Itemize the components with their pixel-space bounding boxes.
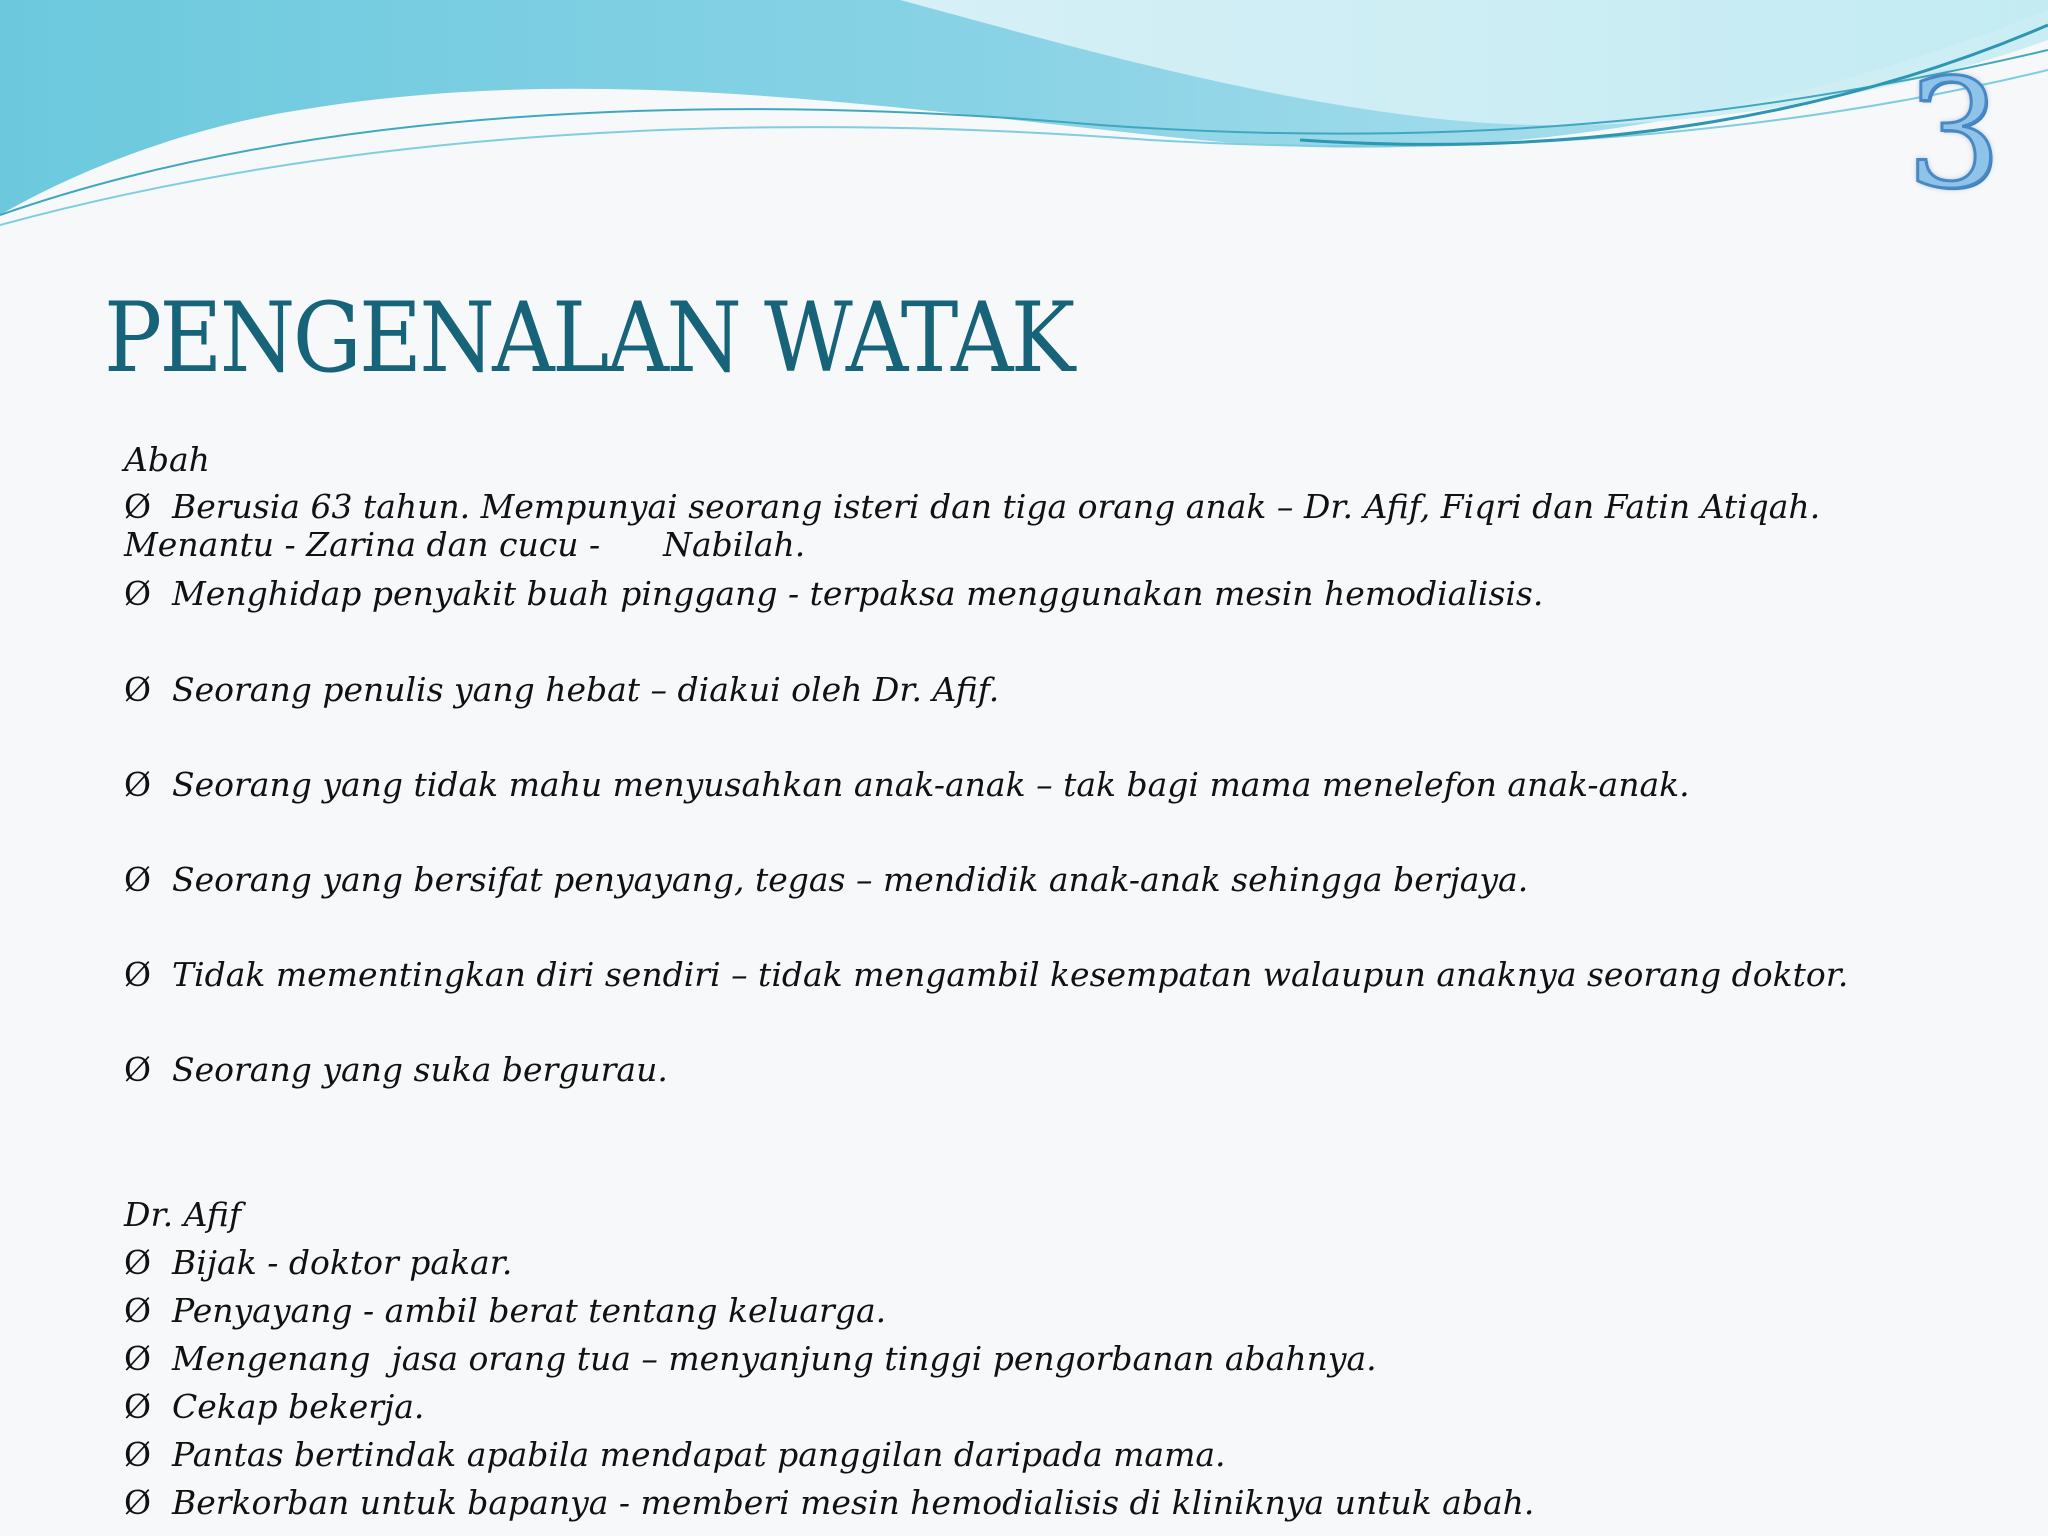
list-item-text: Mengenang jasa orang tua – menyanjung tinggi pengorbanan abahnya. xyxy=(172,1339,1377,1378)
bullet-icon: Ø xyxy=(124,765,152,804)
list-item-text: Seorang yang bersifat penyayang, tegas – mendidik anak-anak sehingga berjaya. xyxy=(172,860,1529,899)
list-item xyxy=(124,487,1820,527)
bullet-icon: Ø xyxy=(124,670,152,709)
bullet-icon: Ø xyxy=(124,1435,152,1474)
bullet-icon: Ø xyxy=(124,860,152,899)
list-item-text: Tidak mementingkan diri sendiri – tidak mengambil kesempatan walaupun anaknya seorang doktor. xyxy=(172,955,1849,994)
bullet-icon: Ø xyxy=(124,1483,152,1522)
list-item xyxy=(124,1387,424,1427)
bullet-icon: Ø xyxy=(124,1291,152,1330)
slide-number: 3 xyxy=(1906,48,2002,222)
list-item xyxy=(124,1339,1377,1379)
list-item-text: Penyayang - ambil berat tentang keluarga. xyxy=(172,1291,887,1330)
list-item-continuation: Menantu - Zarina dan cucu - Nabilah. xyxy=(124,525,806,564)
list-item-text: Seorang yang suka bergurau. xyxy=(172,1050,668,1089)
list-item xyxy=(124,1050,668,1090)
bullet-icon: Ø xyxy=(124,1050,152,1089)
list-item xyxy=(124,1435,1226,1475)
list-item xyxy=(124,1483,1534,1523)
section-heading-abah: Abah xyxy=(124,440,210,479)
list-item-text: Bijak - doktor pakar. xyxy=(172,1243,513,1282)
slide-title: PENGENALAN WATAK xyxy=(104,282,1073,394)
list-item xyxy=(124,1243,512,1283)
list-item-text: Menghidap penyakit buah pinggang - terpaksa menggunakan mesin hemodialisis. xyxy=(172,574,1544,613)
list-item xyxy=(124,955,1848,995)
list-item xyxy=(124,1291,886,1331)
bullet-icon: Ø xyxy=(124,1243,152,1282)
bullet-icon: Ø xyxy=(124,574,152,613)
bullet-icon: Ø xyxy=(124,955,152,994)
bullet-icon: Ø xyxy=(124,487,152,526)
list-item xyxy=(124,670,999,710)
list-item-text: Seorang penulis yang hebat – diakui oleh Dr. Afif. xyxy=(172,670,1000,709)
wave-header-decoration xyxy=(0,0,2048,240)
list-item xyxy=(124,574,1543,614)
list-item-text: Cekap bekerja. xyxy=(172,1387,425,1426)
list-item-text: Pantas bertindak apabila mendapat panggilan daripada mama. xyxy=(172,1435,1226,1474)
list-item-text: Seorang yang tidak mahu menyusahkan anak-anak – tak bagi mama menelefon anak-anak. xyxy=(172,765,1690,804)
list-item xyxy=(124,860,1528,900)
bullet-icon: Ø xyxy=(124,1387,152,1426)
list-item xyxy=(124,765,1690,805)
list-item-text: Berkorban untuk bapanya - memberi mesin hemodialisis di kliniknya untuk abah. xyxy=(172,1483,1535,1522)
section-heading-dr-afif: Dr. Afif xyxy=(124,1195,242,1234)
bullet-icon: Ø xyxy=(124,1339,152,1378)
list-item-text: Berusia 63 tahun. Mempunyai seorang isteri dan tiga orang anak – Dr. Afif, Fiqri dan Fatin Atiqah. xyxy=(172,487,1821,526)
